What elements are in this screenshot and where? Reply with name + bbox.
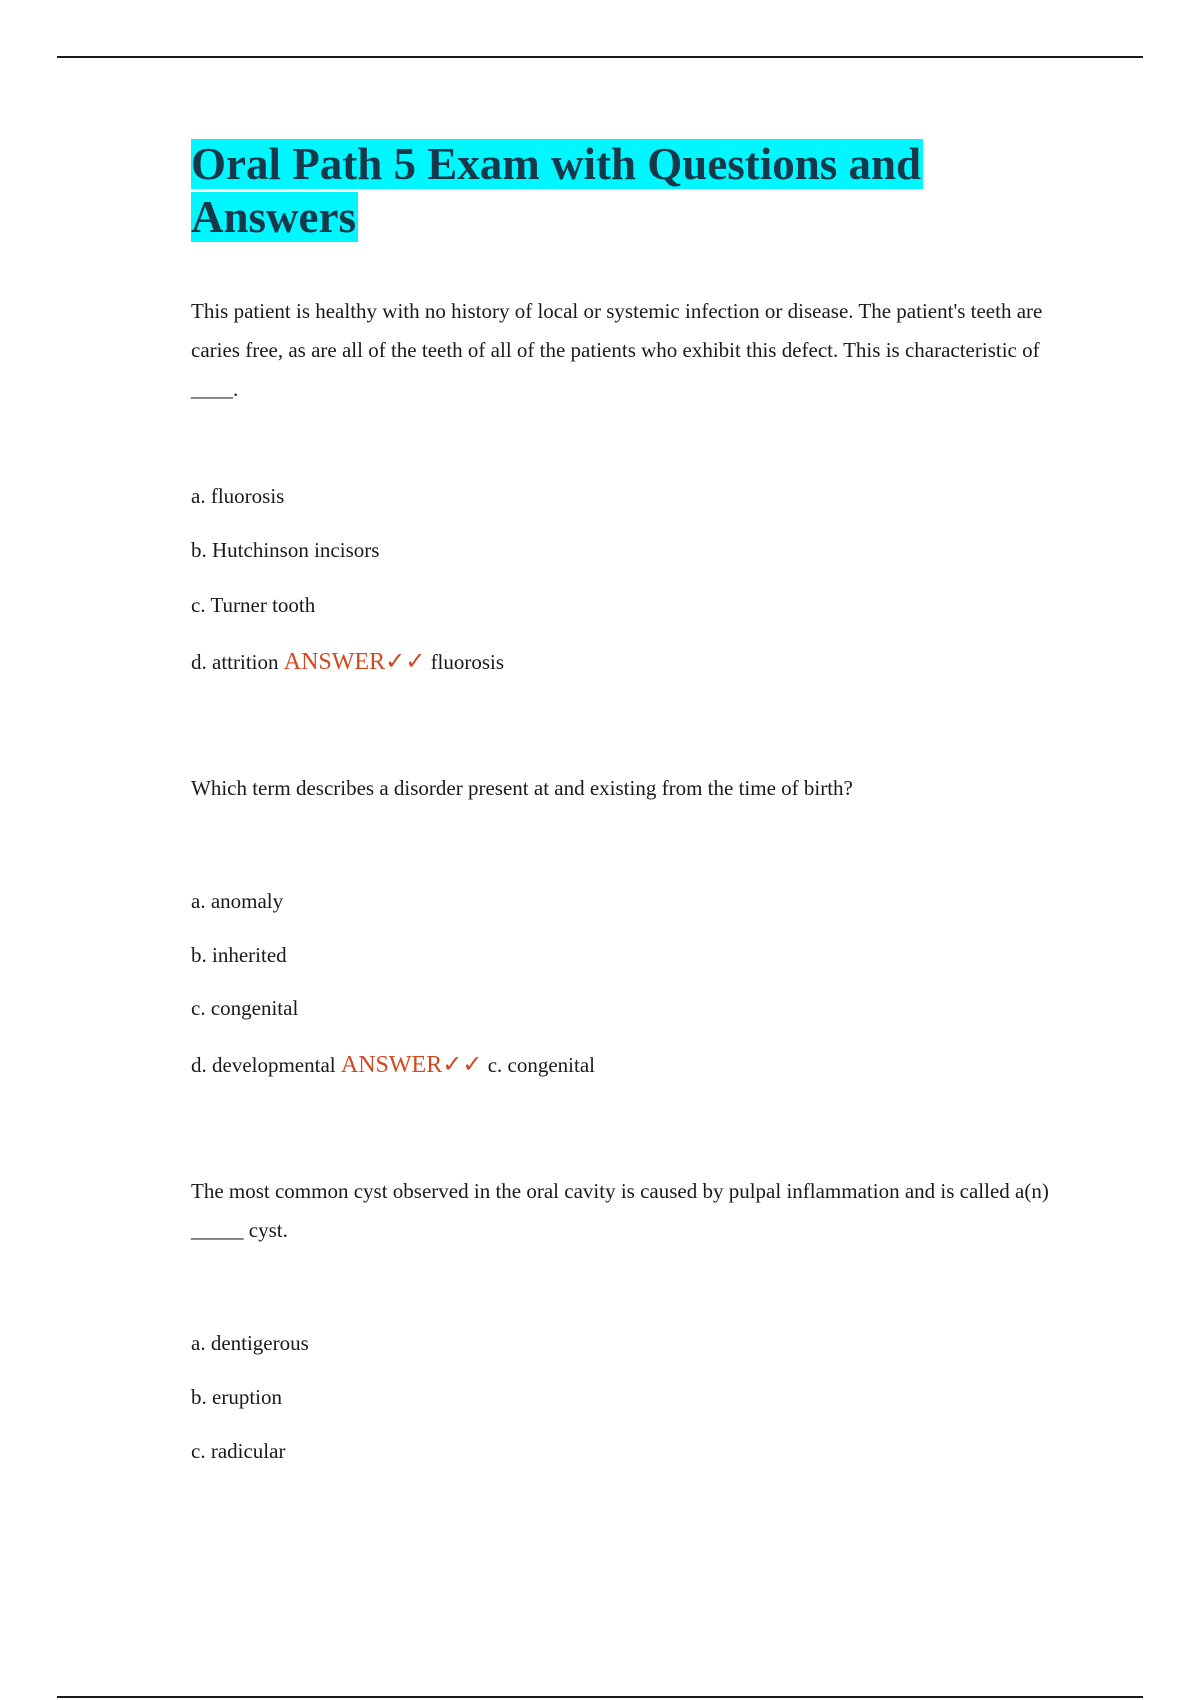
title-text: Oral Path 5 Exam with Questions and Answers	[191, 139, 922, 242]
question-1-option-d	[191, 648, 1071, 676]
question-3-option-b: b. eruption	[191, 1385, 282, 1409]
question-1-option-d-label: d. attrition	[191, 650, 279, 674]
question-2-answer: c. congenital	[487, 1053, 595, 1077]
question-1-answer: fluorosis	[430, 650, 505, 674]
question-2-text: Which term describes a disorder present at and existing from the time of birth?	[191, 776, 853, 800]
document-body	[191, 138, 1071, 1465]
question-1-option-b: b. Hutchinson incisors	[191, 538, 380, 562]
question-3-text: The most common cyst observed in the oral cavity is caused by pulpal inflammation and is called a(n) _____ cyst.	[191, 1179, 1049, 1242]
top-rule	[57, 56, 1143, 58]
question-2-option-d-label: d. developmental	[191, 1053, 336, 1077]
bottom-rule	[57, 1696, 1143, 1698]
question-2-option-a: a. anomaly	[191, 889, 284, 913]
question-1-option-a: a. fluorosis	[191, 484, 285, 508]
question-2-option-b: b. inherited	[191, 943, 287, 967]
answer-marker: ANSWER✓✓	[340, 1052, 483, 1078]
question-3-option-a: a. dentigerous	[191, 1331, 309, 1355]
question-3-option-c: c. radicular	[191, 1439, 286, 1463]
document-title	[191, 138, 931, 244]
question-2-option-d	[191, 1051, 1071, 1079]
question-1-text: This patient is healthy with no history of local or systemic infection or disease. The patient's teeth are caries free, as are all of the teeth of all of the patients who exhibit this defect. This is characteristic of ____.	[191, 299, 1043, 401]
question-2-option-c: c. congenital	[191, 996, 299, 1020]
answer-marker: ANSWER✓✓	[283, 649, 426, 675]
question-1-option-c: c. Turner tooth	[191, 593, 316, 617]
